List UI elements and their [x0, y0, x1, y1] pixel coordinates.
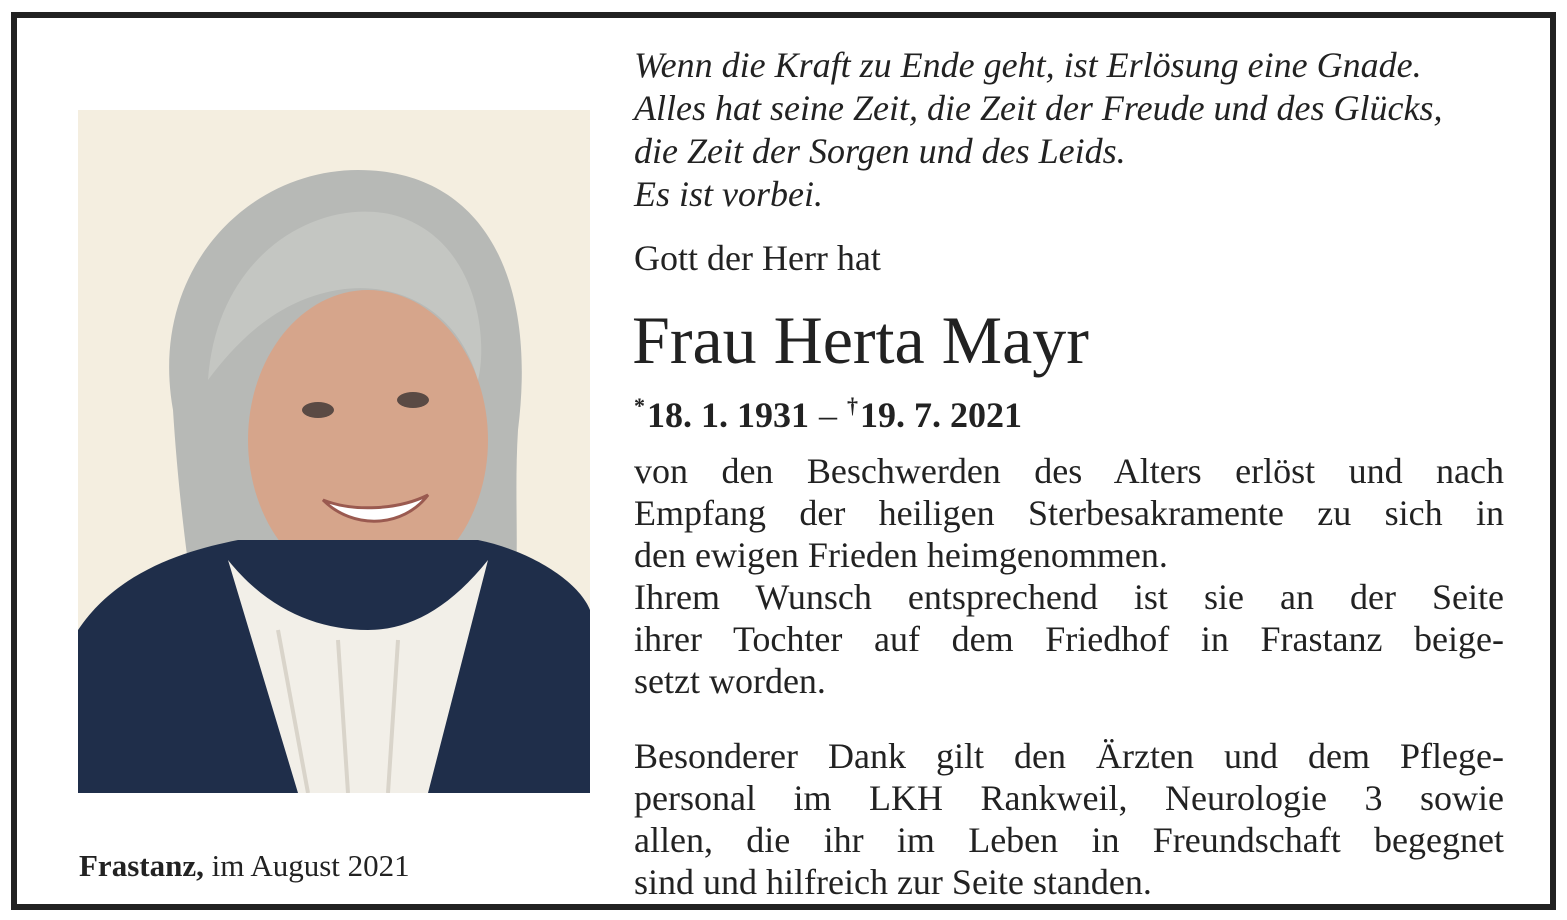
life-dates: [634, 382, 1022, 439]
paragraph-line: Ihrem Wunsch entsprechend ist sie an der Seite: [634, 577, 1504, 617]
paragraph-thanks: [634, 735, 1504, 903]
death-symbol: †: [847, 393, 858, 418]
quote-line: Alles hat seine Zeit, die Zeit der Freude und des Glücks,: [634, 88, 1443, 128]
paragraph-line: sind und hilfreich zur Seite standen.: [634, 862, 1152, 902]
quote: [634, 44, 1514, 216]
quote-line: Es ist vorbei.: [634, 174, 823, 214]
paragraph-announcement: [634, 450, 1504, 702]
paragraph-line: personal im LKH Rankweil, Neurologie 3 sowie: [634, 778, 1504, 818]
paragraph-line: ihrer Tochter auf dem Friedhof in Frastanz beige-: [634, 619, 1504, 659]
deceased-name: Frau Herta Mayr: [632, 302, 1089, 378]
date-text: im August 2021: [211, 848, 410, 883]
quote-line: die Zeit der Sorgen und des Leids.: [634, 131, 1126, 171]
place-and-date: [79, 846, 410, 886]
paragraph-line: setzt worden.: [634, 661, 826, 701]
death-date: 19. 7. 2021: [860, 395, 1022, 435]
intro-text: Gott der Herr hat: [634, 238, 881, 278]
paragraph-line: Empfang der heiligen Sterbesakramente zu sich in: [634, 493, 1504, 533]
portrait-photo: [78, 110, 590, 793]
obituary-frame: [11, 12, 1556, 910]
paragraph-line: von den Beschwerden des Alters erlöst und nach: [634, 451, 1504, 491]
quote-line: Wenn die Kraft zu Ende geht, ist Erlösung eine Gnade.: [634, 45, 1422, 85]
town: Frastanz,: [79, 848, 204, 883]
birth-date: 18. 1. 1931: [647, 395, 809, 435]
paragraph-line: allen, die ihr im Leben in Freundschaft begegnet: [634, 820, 1504, 860]
paragraph-line: Besonderer Dank gilt den Ärzten und dem Pflege-: [634, 736, 1504, 776]
date-dash: –: [819, 395, 837, 435]
paragraph-line: den ewigen Frieden heimgenommen.: [634, 535, 1168, 575]
birth-symbol: *: [634, 393, 645, 418]
